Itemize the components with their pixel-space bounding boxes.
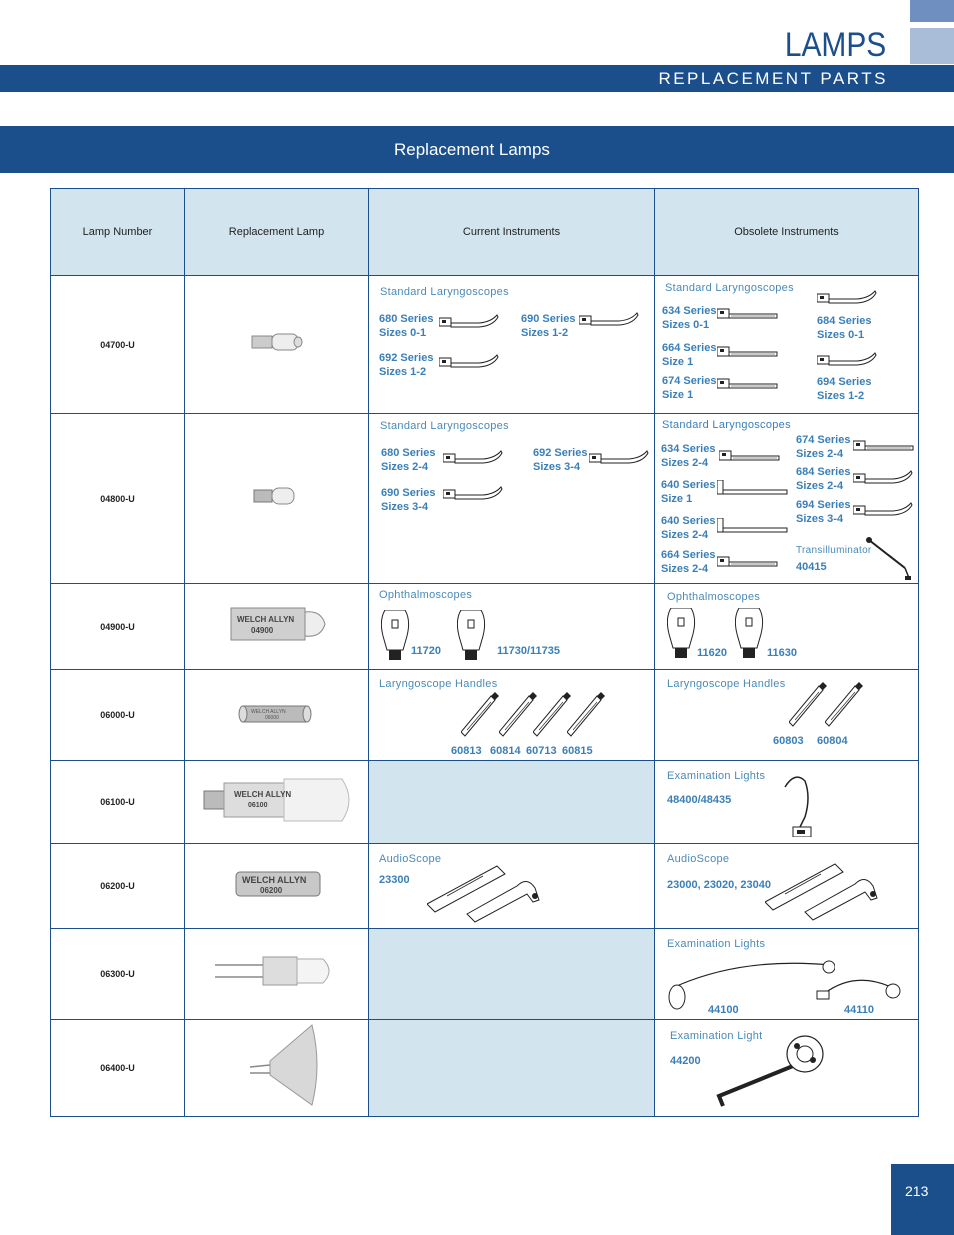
lamp-04700-image [242,330,312,354]
category-label: Ophthalmoscopes [667,591,761,603]
subtitle-band [0,65,954,92]
blade-692-icon [439,354,503,372]
obsolete-instruments-cell [655,1020,919,1117]
lamp-print-brand: WELCH ALLYN [250,708,286,715]
lamp-number: 04700-U [51,276,185,414]
blade-674-icon [853,438,917,456]
table-row [51,584,919,670]
current-instruments-cell [369,414,655,584]
series-label: 664 Series Sizes 2-4 [661,549,716,575]
ophthalmoscope-icon [457,610,487,662]
series-label: 690 Series Sizes 1-2 [521,313,576,339]
model-number: 23000, 23020, 23040 [667,879,771,891]
blade-694-icon [817,352,897,370]
lamp-image [185,670,369,761]
lamp-06100-image [192,765,362,835]
lamp-06300-image [207,947,347,997]
model-number: 11620 [697,647,727,659]
blade-664-icon [717,344,781,360]
transilluminator-label: Transilluminator [796,545,872,556]
obsolete-instruments-cell [655,761,919,844]
series-label: 680 Series Sizes 2-4 [381,447,436,473]
transilluminator-icon [865,534,915,582]
model-number: 44110 [844,1004,874,1016]
model-number: 23300 [379,874,410,886]
blade-694-icon [853,502,917,520]
model-number: 44200 [670,1055,701,1067]
lamp-06000-image [227,698,327,728]
current-instruments-empty [369,929,655,1020]
ophthalmoscope-icon [381,610,411,662]
col-current-instruments: Current Instruments [369,189,655,276]
blade-690-icon [579,312,643,330]
handle-icon [825,682,869,734]
handle-icon [461,692,501,740]
series-label: 634 Series Sizes 0-1 [662,305,717,331]
lamp-image [185,761,369,844]
current-instruments-empty [369,1020,655,1117]
lamp-print-number: 06200 [259,885,282,895]
transilluminator-number: 40415 [796,561,827,573]
lamp-table [50,188,919,1117]
category-label: Standard Laryngoscopes [662,419,791,431]
current-instruments-empty [369,761,655,844]
model-number: 60814 [490,745,521,757]
lamp-number: 06100-U [51,761,185,844]
table-row [51,929,919,1020]
table-row [51,761,919,844]
current-instruments-cell [369,670,655,761]
blade-634-icon [717,306,781,322]
blade-692-icon [589,450,653,468]
ophthalmoscope-icon [735,608,765,660]
series-label: 694 Series Sizes 3-4 [796,499,851,525]
obsolete-instruments-cell [655,844,919,929]
page-number: 213 [905,1183,929,1199]
lamp-number: 04900-U [51,584,185,670]
obsolete-instruments-cell [655,929,919,1020]
page-title: LAMPS [784,26,886,64]
blade-690-icon [443,486,507,504]
lamp-print-number: 04900 [250,626,273,635]
series-label: 674 Series Size 1 [662,375,717,401]
audioscope-icon [765,854,885,924]
table-row [51,276,919,414]
series-label: 692 Series Sizes 3-4 [533,447,588,473]
lamp-04800-image [242,484,312,508]
model-number: 60813 [451,745,482,757]
category-label: Standard Laryngoscopes [380,420,509,432]
lamp-print-brand: WELCH ALLYN [241,874,306,885]
lamp-06200-image [222,864,332,904]
lamp-image [185,844,369,929]
category-label: Examination Lights [667,938,766,950]
col-lamp-number: Lamp Number [51,189,185,276]
table-row [51,1020,919,1117]
lamp-print-number: 06100 [247,801,267,809]
category-label: Examination Light [670,1030,763,1042]
series-label: 692 Series Sizes 1-2 [379,352,434,378]
model-number: 11720 [411,645,441,657]
category-label: Laryngoscope Handles [379,678,498,690]
handle-icon [567,692,607,740]
current-instruments-cell [369,584,655,670]
lamp-print-number: 06000 [264,714,279,721]
corner-tab-bottom [910,28,954,64]
blade-640-icon [717,480,791,498]
lamp-print-brand: WELCH ALLYN [236,615,294,624]
lamp-image [185,1020,369,1117]
page-number-box [891,1164,954,1235]
category-label: Ophthalmoscopes [379,589,473,601]
category-label: Standard Laryngoscopes [380,286,509,298]
lamp-06400-image [222,1021,332,1111]
model-number: 60713 [526,745,557,757]
col-obsolete-instruments: Obsolete Instruments [655,189,919,276]
lamp-image [185,414,369,584]
lamp-image [185,584,369,670]
section-band [0,126,954,173]
category-label: Standard Laryngoscopes [665,282,794,294]
series-label: 680 Series Sizes 0-1 [379,313,434,339]
model-number: 48400/48435 [667,794,732,806]
model-number: 60815 [562,745,593,757]
blade-664-icon [717,554,781,570]
model-number: 11730/11735 [497,645,561,657]
blade-634-icon [719,448,783,464]
series-label: 684 Series Sizes 2-4 [796,466,851,492]
corner-tab-top [910,0,954,22]
series-label: 640 Series Size 1 [661,479,716,505]
series-label: 664 Series Size 1 [662,342,717,368]
table-header-row [51,189,919,276]
category-label: AudioScope [379,853,442,865]
current-instruments-cell [369,276,655,414]
series-label: 634 Series Sizes 2-4 [661,443,716,469]
blade-680-icon [439,314,503,332]
category-label: AudioScope [667,853,730,865]
examination-light-icon [775,767,835,837]
blade-684-icon [853,470,917,488]
model-number: 60804 [817,735,848,747]
table-row [51,414,919,584]
ophthalmoscope-icon [667,608,697,660]
lamp-number: 06000-U [51,670,185,761]
lamp-image [185,276,369,414]
category-label: Laryngoscope Handles [667,678,786,690]
current-instruments-cell [369,844,655,929]
audioscope-icon [427,856,547,926]
lamp-number: 04800-U [51,414,185,584]
lamp-number: 06200-U [51,844,185,929]
obsolete-instruments-cell [655,584,919,670]
lamp-number: 06400-U [51,1020,185,1117]
examination-light-icon [713,1026,833,1112]
blade-684-icon [817,290,897,308]
series-label: 684 Series Sizes 0-1 [817,315,872,341]
section-title: Replacement Lamps [394,140,550,159]
series-label: 674 Series Sizes 2-4 [796,434,851,460]
obsolete-instruments-cell [655,414,919,584]
col-replacement-lamp: Replacement Lamp [185,189,369,276]
obsolete-instruments-cell [655,670,919,761]
blade-674-icon [717,376,781,392]
model-number: 60803 [773,735,804,747]
lamp-number: 06300-U [51,929,185,1020]
lamp-print-brand: WELCH ALLYN [233,789,291,799]
category-label: Examination Lights [667,770,766,782]
lamp-04900-image [217,594,337,654]
blade-680-icon [443,450,515,468]
series-label: 694 Series Sizes 1-2 [817,376,872,402]
model-number: 44100 [708,1004,739,1016]
model-number: 11630 [767,647,797,659]
table-row [51,844,919,929]
obsolete-instruments-cell [655,276,919,414]
series-label: 640 Series Sizes 2-4 [661,515,716,541]
subtitle: REPLACEMENT PARTS [658,69,888,88]
blade-640-icon [717,518,791,536]
series-label: 690 Series Sizes 3-4 [381,487,436,513]
lamp-image [185,929,369,1020]
table-row [51,670,919,761]
